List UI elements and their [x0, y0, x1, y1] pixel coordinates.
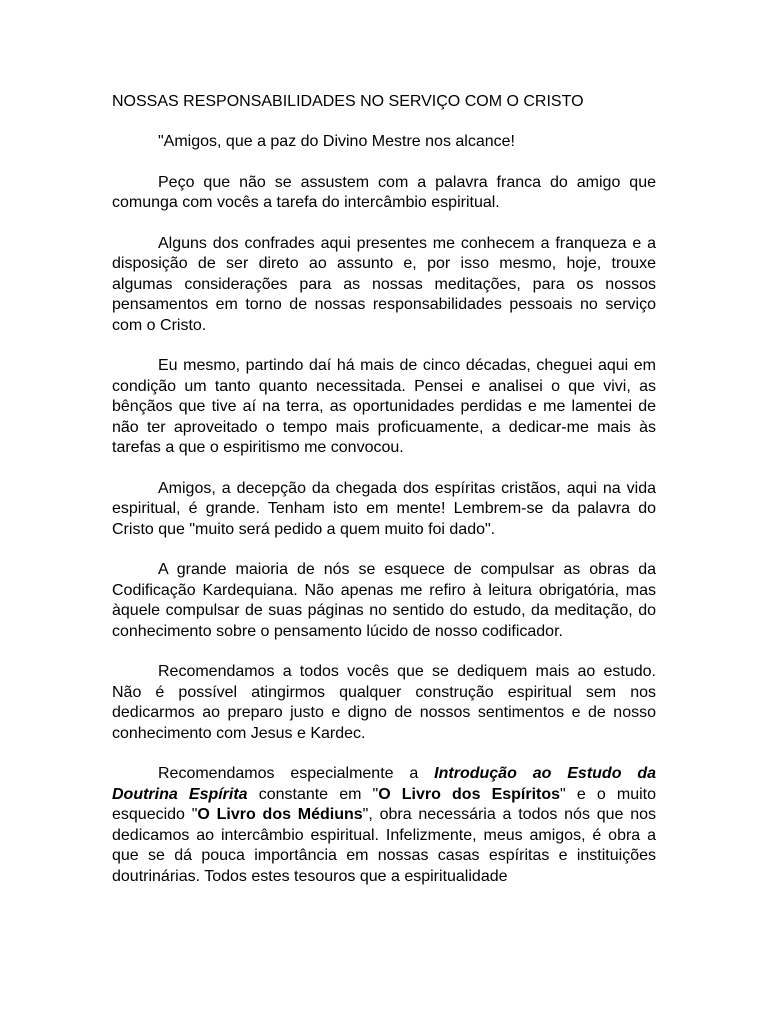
book-title-livro-mediuns: O Livro dos Médiuns: [197, 806, 363, 823]
page-title: NOSSAS RESPONSABILIDADES NO SERVIÇO COM O CRISTO: [112, 93, 584, 110]
text-run: " e o muito esquecido ": [112, 785, 656, 823]
paragraph-2: Alguns dos confrades aqui presentes me conhecem a franqueza e a disposição de ser direto ao assunto e, por isso mesmo, hoje, trouxe algumas considerações para as nossas meditações, para os nossos pensamentos em torno de nossas responsabilidades pessoais no serviço com o Cristo.: [112, 234, 656, 334]
text-run: ", obra necessária a todos nós que nos dedicamos ao intercâmbio espiritual. Infelizmente, meus amigos, é obra a que se dá pouca importância em nossas casas espíritas e instituições doutrinárias. Todos estes tesouros que a espiritualidade: [112, 806, 657, 885]
book-title-livro-espiritos: O Livro dos Espíritos: [378, 785, 561, 803]
paragraph-7: [112, 764, 656, 887]
paragraph-1: Peço que não se assustem com a palavra franca do amigo que comunga com vocês a tarefa do intercâmbio espiritual.: [112, 173, 656, 211]
paragraph-6: Recomendamos a todos vocês que se dediquem mais ao estudo. Não é possível atingirmos qualquer construção espiritual sem nos dedicarmos ao preparo justo e digno de nossos sentimentos e de nosso conhecimento com Jesus e Kardec.: [112, 663, 656, 742]
text-run: Recomendamos especialmente a: [158, 765, 435, 782]
book-title-introducao: Introdução ao Estudo da Doutrina Espírita: [112, 765, 656, 803]
greeting-paragraph: "Amigos, que a paz do Divino Mestre nos alcance!: [158, 133, 515, 150]
text-run: constante em ": [247, 785, 379, 803]
paragraph-4: Amigos, a decepção da chegada dos espíritas cristãos, aqui na vida espiritual, é grande. Tenham isto em mente! Lembrem-se da palavra do Cristo que "muito será pedido a quem muito foi dado".: [112, 479, 656, 538]
paragraph-5: A grande maioria de nós se esquece de compulsar as obras da Codificação Kardequiana. Não apenas me refiro à leitura obrigatória, mas àquele compulsar de suas páginas no sentido do estudo, da meditação, do conhecimento sobre o pensamento lúcido de nosso codificador.: [112, 561, 656, 640]
paragraph-3: Eu mesmo, partindo daí há mais de cinco décadas, cheguei aqui em condição um tanto quanto necessitada. Pensei e analisei o que vivi, as bênçãos que tive aí na terra, as oportunidades perdidas e me lamentei de não ter aproveitado o tempo mais proficuamente, a dedicar-me mais às tarefas a que o espiritismo me convocou.: [112, 357, 656, 456]
